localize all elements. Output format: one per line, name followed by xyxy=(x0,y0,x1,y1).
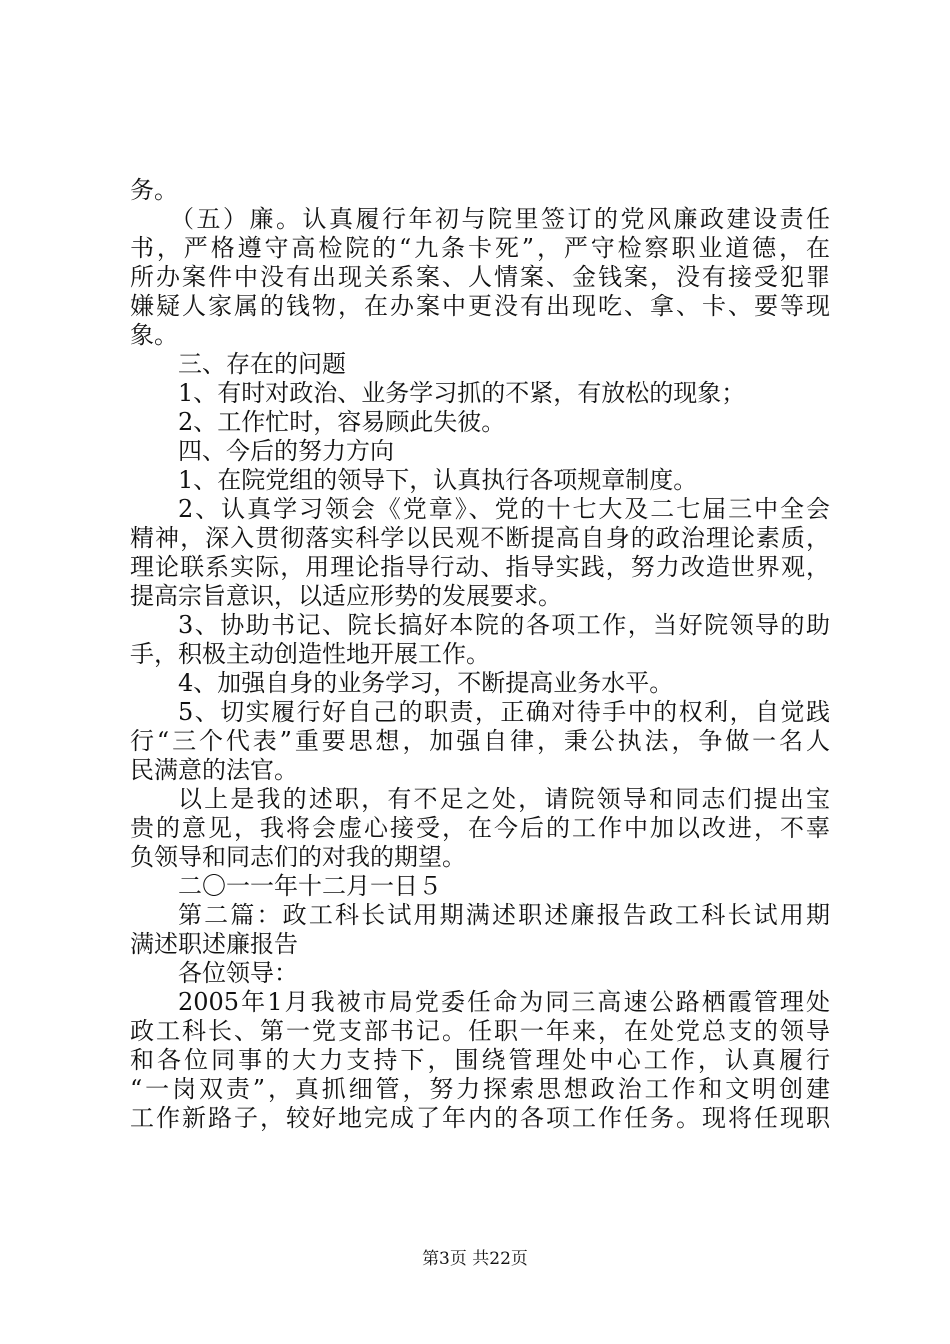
text-line: 3、协助书记、院长搞好本院的各项工作，当好院领导的助 xyxy=(178,611,830,639)
text-line: 工作新路子，较好地完成了年内的各项工作任务。现将任现职 xyxy=(130,1104,830,1132)
text-line: （五）廉。认真履行年初与院里签订的党风廉政建设责任 xyxy=(170,205,830,233)
section-heading: 四、今后的努力方向 xyxy=(178,437,394,465)
text-line: 和各位同事的大力支持下，围绕管理处中心工作，认真履行 xyxy=(130,1046,830,1074)
date-line: 二〇一一年十二月一日５ xyxy=(178,872,442,900)
section-heading: 第二篇：政工科长试用期满述职述廉报告政工科长试用期 xyxy=(178,901,830,929)
text-line: 行“三个代表”重要思想，加强自律，秉公执法，争做一名人 xyxy=(130,727,830,755)
text-line: “一岗双责”，真抓细管，努力探索思想政治工作和文明创建 xyxy=(130,1075,830,1103)
text-line: 2、工作忙时，容易顾此失彼。 xyxy=(178,408,506,436)
text-line: 精神，深入贯彻落实科学以民观不断提高自身的政治理论素质， xyxy=(130,524,830,552)
text-line: 贵的意见，我将会虚心接受，在今后的工作中加以改进，不辜 xyxy=(130,814,830,842)
text-line: 手，积极主动创造性地开展工作。 xyxy=(130,640,490,668)
text-line: 嫌疑人家属的钱物，在办案中更没有出现吃、拿、卡、要等现 xyxy=(130,292,830,320)
text-line: 1、在院党组的领导下，认真执行各项规章制度。 xyxy=(178,466,698,494)
text-line: 负领导和同志们的对我的期望。 xyxy=(130,843,466,871)
text-line: 以上是我的述职，有不足之处，请院领导和同志们提出宝 xyxy=(178,785,830,813)
document-body xyxy=(130,176,830,1133)
text-line: 2、认真学习领会《党章》、党的十七大及二七届三中全会 xyxy=(178,495,830,523)
text-line: 4、加强自身的业务学习，不断提高业务水平。 xyxy=(178,669,674,697)
text-line: 满述职述廉报告 xyxy=(130,930,298,958)
text-line: 书，严格遵守高检院的“九条卡死”，严守检察职业道德，在 xyxy=(130,234,830,262)
salutation: 各位领导： xyxy=(178,959,298,987)
text-line: 理论联系实际，用理论指导行动、指导实践，努力改造世界观， xyxy=(130,553,830,581)
section-heading: 三、存在的问题 xyxy=(178,350,346,378)
text-line: 2005年1月我被市局党委任命为同三高速公路栖霞管理处 xyxy=(178,988,830,1016)
text-line: 民满意的法官。 xyxy=(130,756,298,784)
page-number-footer: 第3页 共22页 xyxy=(422,1249,528,1269)
text-line: 象。 xyxy=(130,321,178,349)
text-line: 务。 xyxy=(130,176,178,204)
text-line: 5、切实履行好自己的职责，正确对待手中的权利，自觉践 xyxy=(178,698,830,726)
text-line: 所办案件中没有出现关系案、人情案、金钱案，没有接受犯罪 xyxy=(130,263,830,291)
text-line: 1、有时对政治、业务学习抓的不紧，有放松的现象； xyxy=(178,379,746,407)
text-line: 政工科长、第一党支部书记。任职一年来，在处党总支的领导 xyxy=(130,1017,830,1045)
text-line: 提高宗旨意识，以适应形势的发展要求。 xyxy=(130,582,562,610)
